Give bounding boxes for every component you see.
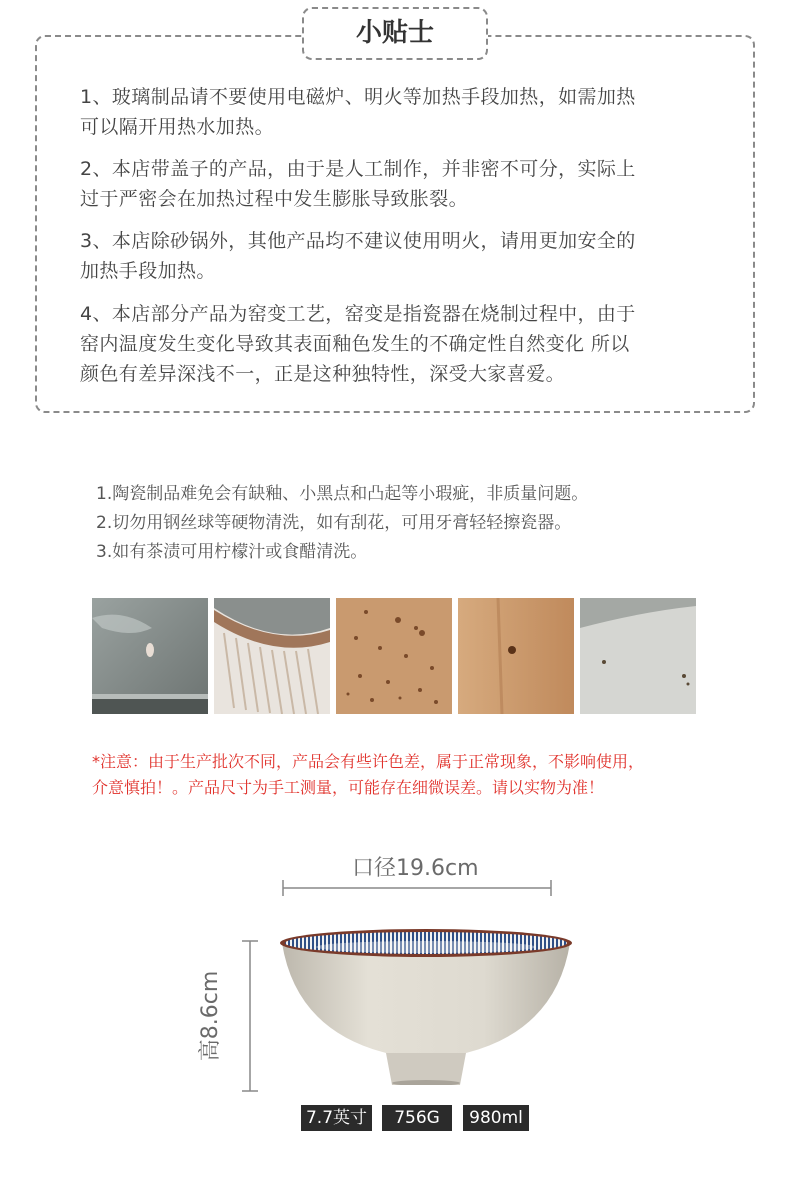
tip-line: 4、本店部分产品为窑变工艺，窑变是指瓷器在烧制过程中，由于 [80, 303, 636, 325]
tip-item-1 [80, 82, 720, 142]
tip-line: 可以隔开用热水加热。 [80, 116, 275, 138]
black-spots-photo [336, 598, 452, 714]
notice-text [92, 749, 644, 801]
capacity-badge: 980ml [463, 1105, 529, 1131]
tip-line: 3、本店除砂锅外，其他产品均不建议使用明火，请用更加安全的 [80, 230, 636, 252]
tip-line: 过于严密会在加热过程中发生膨胀导致胀裂。 [80, 188, 469, 210]
care-note: 3.如有茶渍可用柠檬汁或食醋清洗。 [96, 542, 368, 562]
tip-line: 颜色有差异深浅不一，正是这种独特性，深受大家喜爱。 [80, 363, 566, 385]
notice-line: *注意：由于生产批次不同，产品会有些许色差，属于正常现象，不影响使用， [92, 752, 645, 771]
size-badge: 7.7英寸 [301, 1105, 372, 1131]
weight-badge: 756G [382, 1105, 452, 1131]
bowl-image [276, 925, 576, 1085]
notice-line: 介意慎拍！。产品尺寸为手工测量，可能存在细微误差。请以实物为准！ [92, 778, 605, 797]
diameter-label: 口径19.6cm [352, 856, 479, 881]
care-note: 2.切勿用钢丝球等硬物清洗，如有刮花，可用牙膏轻轻擦瓷器。 [96, 513, 572, 533]
tip-line: 加热手段加热。 [80, 260, 216, 282]
tip-line: 窑内温度发生变化导致其表面釉色发生的不确定性自然变化 所以 [80, 333, 630, 355]
bump-photo [458, 598, 574, 714]
tips-title: 小贴士 [302, 7, 488, 60]
rim-edge-photo [214, 598, 330, 714]
care-notes [96, 480, 588, 567]
tip-item-3 [80, 226, 720, 286]
tip-item-4 [80, 299, 720, 389]
care-note: 1.陶瓷制品难免会有缺釉、小黑点和凸起等小瑕疵，非质量问题。 [96, 484, 589, 504]
tip-line: 1、玻璃制品请不要使用电磁炉、明火等加热手段加热，如需加热 [80, 86, 636, 108]
height-label: 高8.6cm [198, 970, 223, 1062]
tip-item-2 [80, 154, 720, 214]
tip-line: 2、本店带盖子的产品，由于是人工制作，并非密不可分，实际上 [80, 158, 636, 180]
defect-photo-strip [92, 598, 696, 714]
glaze-chip-photo [92, 598, 208, 714]
grey-spots-photo [580, 598, 696, 714]
